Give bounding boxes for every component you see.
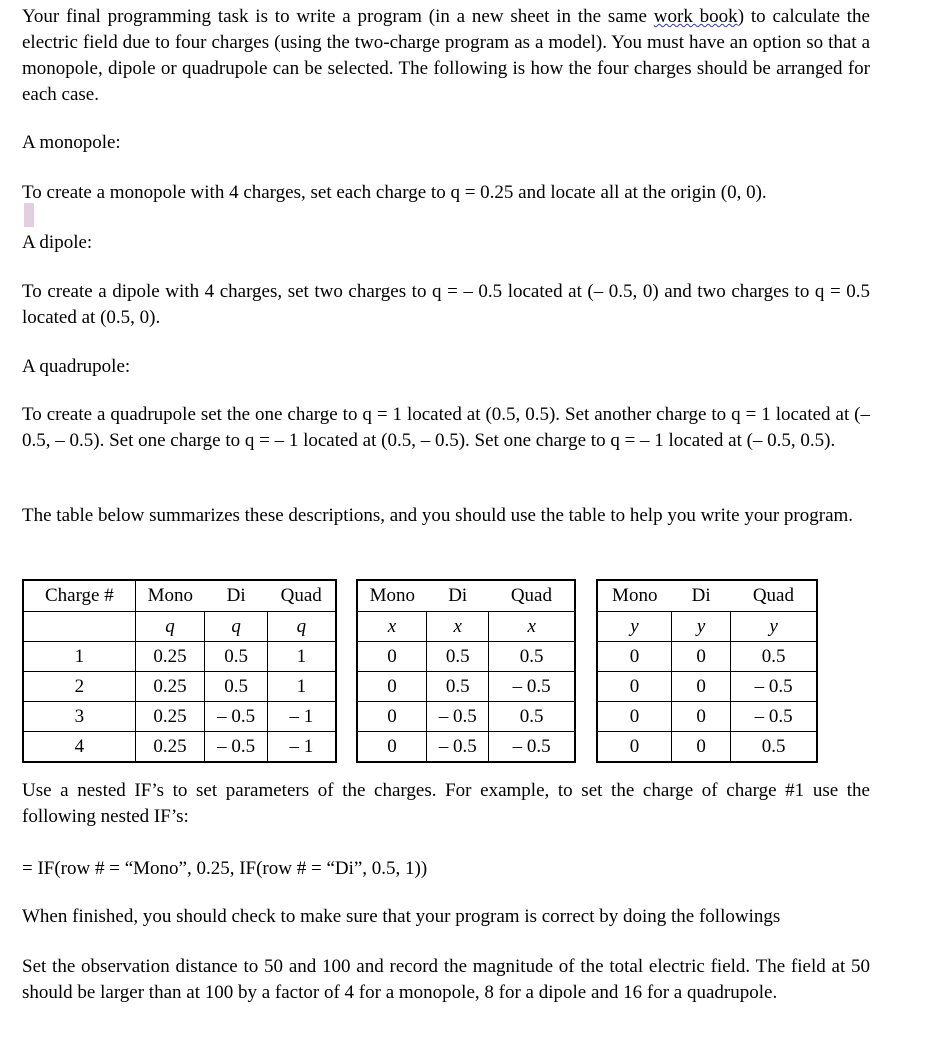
y-mono-header: Mono bbox=[597, 580, 672, 612]
x-value-cell: 0.5 bbox=[489, 702, 575, 732]
q-symbol: q bbox=[267, 612, 336, 642]
quadrupole-description: To create a quadrupole set the one charge to q = 1 located at (0.5, 0.5). Set another charge to q = 1 located at (– 0.5, – 0.5). Set one charge to q = – 1 located at (0.5, – 0.5). Set one charge to q = – 1 located at (– 0.5, 0.5). bbox=[22, 404, 870, 451]
table-row bbox=[23, 642, 336, 672]
x-value-cell: 0 bbox=[357, 672, 427, 702]
table-row bbox=[357, 672, 575, 702]
charge-table bbox=[22, 579, 337, 763]
y-value-cell: 0 bbox=[597, 672, 672, 702]
x-symbol: x bbox=[357, 612, 427, 642]
q-mono-header: Mono bbox=[135, 580, 205, 612]
y-value-cell: 0.5 bbox=[731, 732, 817, 763]
x-symbol: x bbox=[427, 612, 489, 642]
charge-number-cell: 3 bbox=[23, 702, 135, 732]
table-intro: The table below summarizes these descriptions, and you should use the table to help you write your program. bbox=[22, 505, 854, 526]
q-value-cell: 1 bbox=[267, 642, 336, 672]
charge-number-cell: 4 bbox=[23, 732, 135, 763]
x-value-cell: 0 bbox=[357, 642, 427, 672]
y-value-cell: 0.5 bbox=[731, 642, 817, 672]
x-mono-header: Mono bbox=[357, 580, 427, 612]
y-quad-header: Quad bbox=[731, 580, 817, 612]
y-value-cell: 0 bbox=[597, 732, 672, 763]
y-value-cell: – 0.5 bbox=[731, 702, 817, 732]
intro-text-end: ) to calculate the electric field due to four charges (using the two-charge program as a model). You must have an option so that a monopole, dipole or quadrupole can be selected. The following is how the four charges should be arranged for each case. bbox=[22, 6, 870, 105]
y-di-header: Di bbox=[691, 585, 711, 606]
quadrupole-heading: A quadrupole: bbox=[22, 356, 131, 377]
table-row bbox=[597, 672, 817, 702]
q-di-header: Di bbox=[226, 585, 246, 606]
y-value-cell: 0 bbox=[672, 732, 731, 763]
y-value-cell: 0 bbox=[672, 672, 731, 702]
table-row bbox=[597, 642, 817, 672]
q-symbol: q bbox=[135, 612, 205, 642]
x-value-cell: – 0.5 bbox=[427, 702, 489, 732]
x-value-cell: 0.5 bbox=[427, 642, 489, 672]
q-value-cell: 0.25 bbox=[135, 732, 205, 763]
q-value-cell: 0.25 bbox=[135, 672, 205, 702]
y-symbol: y bbox=[731, 612, 817, 642]
y-symbol: y bbox=[597, 612, 672, 642]
q-value-cell: – 0.5 bbox=[205, 702, 267, 732]
x-value-cell: 0.5 bbox=[427, 672, 489, 702]
q-quad-header: Quad bbox=[267, 580, 336, 612]
charge-number-cell: 1 bbox=[23, 642, 135, 672]
monopole-description: To create a monopole with 4 charges, set each charge to q = 0.25 and locate all at the origin (0, 0). bbox=[22, 182, 767, 203]
dipole-description: To create a dipole with 4 charges, set two charges to q = – 0.5 located at (– 0.5, 0) and two charges to q = 0.5 located at (0.5, 0). bbox=[22, 281, 870, 328]
x-value-cell: – 0.5 bbox=[489, 732, 575, 763]
table-row bbox=[357, 702, 575, 732]
table-row bbox=[23, 732, 336, 763]
charge-number-cell: 2 bbox=[23, 672, 135, 702]
dipole-heading: A dipole: bbox=[22, 232, 93, 253]
x-value-cell: 0 bbox=[357, 702, 427, 732]
y-value-cell: 0 bbox=[672, 642, 731, 672]
q-value-cell: – 1 bbox=[267, 702, 336, 732]
x-value-cell: 0.5 bbox=[489, 642, 575, 672]
x-position-table bbox=[356, 579, 576, 763]
q-rows bbox=[23, 642, 336, 763]
work-book-spellcheck-word[interactable]: work book bbox=[653, 6, 738, 27]
x-value-cell: – 0.5 bbox=[489, 672, 575, 702]
y-position-table bbox=[596, 579, 818, 763]
if-formula: = IF(row # = “Mono”, 0.25, IF(row # = “Di”, 0.5, 1)) bbox=[22, 858, 428, 879]
x-value-cell: – 0.5 bbox=[427, 732, 489, 763]
x-rows bbox=[357, 642, 575, 763]
q-value-cell: 0.25 bbox=[135, 642, 205, 672]
check-paragraph: Set the observation distance to 50 and 100 and record the magnitude of the total electric field. The field at 50 should be larger than at 100 by a factor of 4 for a monopole, 8 for a dipole and 16 for a quadrupole. bbox=[22, 956, 870, 1003]
table-row bbox=[357, 642, 575, 672]
q-value-cell: – 1 bbox=[267, 732, 336, 763]
y-rows bbox=[597, 642, 817, 763]
y-value-cell: 0 bbox=[597, 642, 672, 672]
table-row bbox=[597, 732, 817, 763]
finish-paragraph: When finished, you should check to make sure that your program is correct by doing the followings bbox=[22, 906, 781, 927]
x-di-header: Di bbox=[448, 585, 468, 606]
q-value-cell: 1 bbox=[267, 672, 336, 702]
q-symbol: q bbox=[205, 612, 267, 642]
q-value-cell: 0.5 bbox=[205, 672, 267, 702]
x-value-cell: 0 bbox=[357, 732, 427, 763]
charge-number-header: Charge # bbox=[23, 580, 135, 612]
q-value-cell: 0.25 bbox=[135, 702, 205, 732]
y-value-cell: – 0.5 bbox=[731, 672, 817, 702]
table-row bbox=[23, 702, 336, 732]
y-symbol: y bbox=[672, 612, 731, 642]
q-value-cell: 0.5 bbox=[205, 642, 267, 672]
x-quad-header: Quad bbox=[489, 580, 575, 612]
q-value-cell: – 0.5 bbox=[205, 732, 267, 763]
text-cursor-highlight bbox=[24, 203, 34, 227]
y-value-cell: 0 bbox=[597, 702, 672, 732]
table-row bbox=[23, 672, 336, 702]
x-symbol: x bbox=[489, 612, 575, 642]
table-row bbox=[357, 732, 575, 763]
intro-paragraph bbox=[22, 4, 870, 108]
y-value-cell: 0 bbox=[672, 702, 731, 732]
nested-if-paragraph: Use a nested IF’s to set parameters of the charges. For example, to set the charge of charge #1 use the following nested IF’s: bbox=[22, 780, 870, 827]
table-row bbox=[597, 702, 817, 732]
monopole-heading: A monopole: bbox=[22, 132, 121, 153]
intro-text-start: Your final programming task is to write a program (in a new sheet in the same bbox=[22, 6, 654, 27]
empty-cell bbox=[23, 612, 135, 642]
